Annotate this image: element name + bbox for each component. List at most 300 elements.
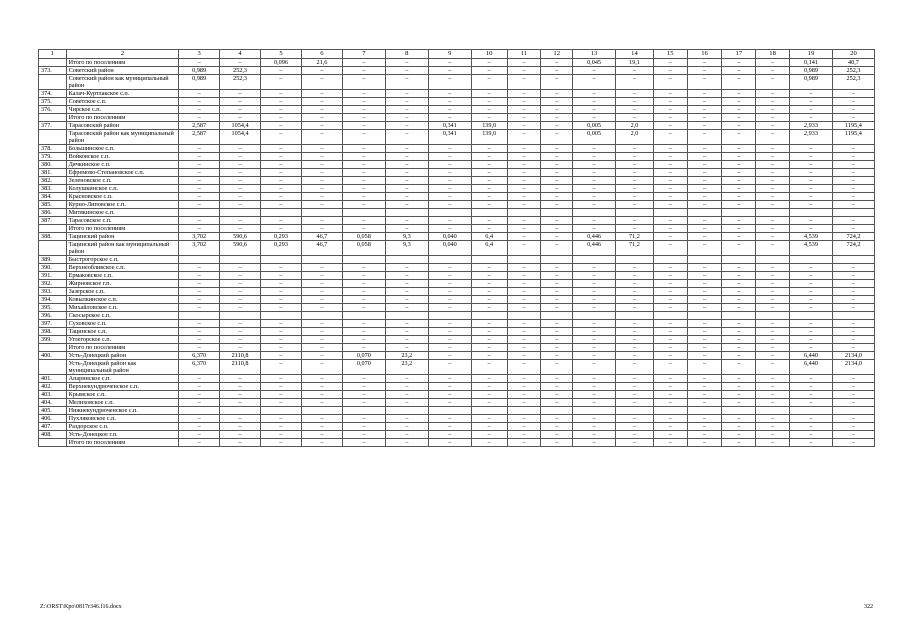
- value-cell: –: [541, 328, 573, 336]
- value-cell: –: [687, 344, 722, 352]
- value-cell: –: [756, 431, 790, 439]
- value-cell: –: [832, 264, 874, 272]
- value-cell: –: [789, 391, 832, 399]
- value-cell: –: [301, 98, 342, 106]
- row-name: Советский район как муниципальный район: [66, 75, 179, 90]
- value-cell: –: [428, 399, 471, 407]
- value-cell: –: [220, 288, 261, 296]
- value-cell: –: [789, 169, 832, 177]
- value-cell: –: [385, 98, 428, 106]
- value-cell: 252,3: [220, 75, 261, 90]
- value-cell: –: [301, 90, 342, 98]
- value-cell: [179, 209, 220, 217]
- value-cell: –: [428, 375, 471, 383]
- header-row: [39, 50, 875, 59]
- value-cell: –: [261, 336, 302, 344]
- value-cell: –: [507, 272, 541, 280]
- row-name: Итого по поселениям: [66, 225, 179, 233]
- value-cell: –: [342, 59, 385, 67]
- value-cell: –: [616, 145, 654, 153]
- header-cell: 16: [687, 50, 722, 59]
- row-number: 392.: [39, 280, 67, 288]
- value-cell: 0,989: [789, 75, 832, 90]
- value-cell: [261, 312, 302, 320]
- value-cell: 0,005: [573, 130, 616, 145]
- value-cell: 21,6: [301, 59, 342, 67]
- value-cell: –: [342, 193, 385, 201]
- value-cell: –: [687, 328, 722, 336]
- value-cell: –: [385, 153, 428, 161]
- value-cell: –: [507, 233, 541, 241]
- value-cell: –: [507, 431, 541, 439]
- value-cell: –: [541, 415, 573, 423]
- value-cell: –: [220, 375, 261, 383]
- value-cell: –: [687, 233, 722, 241]
- value-cell: –: [385, 90, 428, 98]
- value-cell: 6,440: [789, 352, 832, 360]
- value-cell: –: [385, 280, 428, 288]
- value-cell: –: [541, 169, 573, 177]
- header-cell: 11: [507, 50, 541, 59]
- value-cell: –: [261, 145, 302, 153]
- value-cell: –: [687, 161, 722, 169]
- value-cell: 139,0: [471, 122, 507, 130]
- value-cell: –: [541, 161, 573, 169]
- row-number: 397.: [39, 320, 67, 328]
- value-cell: –: [756, 344, 790, 352]
- value-cell: –: [832, 177, 874, 185]
- value-cell: –: [653, 233, 687, 241]
- row-number: 381.: [39, 169, 67, 177]
- value-cell: 4,539: [789, 233, 832, 241]
- value-cell: –: [653, 98, 687, 106]
- value-cell: –: [179, 98, 220, 106]
- value-cell: –: [507, 415, 541, 423]
- value-cell: –: [385, 130, 428, 145]
- row-name: Ефремово-Степановское с.п.: [66, 169, 179, 177]
- value-cell: –: [301, 328, 342, 336]
- header-cell: 3: [179, 50, 220, 59]
- value-cell: –: [179, 185, 220, 193]
- header-cell: 12: [541, 50, 573, 59]
- row-number: [39, 225, 67, 233]
- value-cell: [301, 407, 342, 415]
- table-row: [39, 352, 875, 360]
- value-cell: [385, 209, 428, 217]
- row-name: Быстрогорское с.п.: [66, 256, 179, 264]
- value-cell: –: [832, 145, 874, 153]
- value-cell: –: [687, 241, 722, 256]
- value-cell: –: [756, 145, 790, 153]
- value-cell: –: [179, 391, 220, 399]
- value-cell: –: [179, 336, 220, 344]
- row-number: 375.: [39, 98, 67, 106]
- value-cell: 0,341: [428, 130, 471, 145]
- value-cell: –: [179, 375, 220, 383]
- value-cell: –: [789, 161, 832, 169]
- value-cell: –: [789, 423, 832, 431]
- value-cell: 6,4: [471, 241, 507, 256]
- value-cell: –: [385, 59, 428, 67]
- row-name: Зазерское с.п.: [66, 288, 179, 296]
- value-cell: –: [428, 153, 471, 161]
- value-cell: –: [471, 177, 507, 185]
- value-cell: –: [616, 336, 654, 344]
- value-cell: –: [687, 280, 722, 288]
- value-cell: –: [722, 130, 756, 145]
- value-cell: 2134,0: [832, 352, 874, 360]
- value-cell: –: [301, 145, 342, 153]
- value-cell: –: [653, 122, 687, 130]
- row-number: 405.: [39, 407, 67, 415]
- value-cell: –: [722, 304, 756, 312]
- value-cell: [428, 209, 471, 217]
- value-cell: [507, 209, 541, 217]
- value-cell: –: [541, 320, 573, 328]
- value-cell: –: [653, 391, 687, 399]
- value-cell: –: [832, 225, 874, 233]
- value-cell: –: [179, 320, 220, 328]
- value-cell: –: [756, 106, 790, 114]
- value-cell: 2134,0: [832, 360, 874, 375]
- value-cell: –: [342, 67, 385, 75]
- value-cell: –: [616, 225, 654, 233]
- value-cell: –: [832, 280, 874, 288]
- value-cell: –: [220, 201, 261, 209]
- value-cell: –: [261, 201, 302, 209]
- value-cell: 71,2: [616, 241, 654, 256]
- value-cell: –: [507, 288, 541, 296]
- value-cell: –: [789, 185, 832, 193]
- value-cell: [541, 256, 573, 264]
- row-name: Тацинское с.п.: [66, 328, 179, 336]
- row-name: Усть-Донецкий район как муниципальный район: [66, 360, 179, 375]
- value-cell: –: [179, 106, 220, 114]
- value-cell: –: [261, 264, 302, 272]
- value-cell: –: [261, 288, 302, 296]
- value-cell: –: [385, 399, 428, 407]
- value-cell: [687, 209, 722, 217]
- value-cell: [756, 407, 790, 415]
- header-cell: 7: [342, 50, 385, 59]
- row-name: Ковылкинское с.п.: [66, 296, 179, 304]
- value-cell: –: [573, 391, 616, 399]
- value-cell: –: [471, 280, 507, 288]
- value-cell: –: [653, 296, 687, 304]
- table-row: [39, 225, 875, 233]
- table-row: [39, 304, 875, 312]
- value-cell: –: [687, 114, 722, 122]
- value-cell: –: [789, 439, 832, 447]
- value-cell: –: [573, 280, 616, 288]
- value-cell: –: [301, 344, 342, 352]
- value-cell: –: [616, 169, 654, 177]
- value-cell: –: [507, 161, 541, 169]
- row-number: 376.: [39, 106, 67, 114]
- value-cell: 71,2: [616, 233, 654, 241]
- value-cell: –: [756, 391, 790, 399]
- value-cell: –: [261, 185, 302, 193]
- value-cell: –: [301, 288, 342, 296]
- value-cell: 40,7: [832, 59, 874, 67]
- value-cell: –: [832, 423, 874, 431]
- value-cell: –: [687, 98, 722, 106]
- value-cell: [261, 209, 302, 217]
- value-cell: –: [428, 352, 471, 360]
- row-name: Зеленовское с.п.: [66, 177, 179, 185]
- value-cell: –: [653, 320, 687, 328]
- value-cell: –: [687, 217, 722, 225]
- value-cell: –: [507, 264, 541, 272]
- value-cell: –: [507, 280, 541, 288]
- row-number: 374.: [39, 90, 67, 98]
- value-cell: –: [756, 225, 790, 233]
- value-cell: –: [653, 415, 687, 423]
- value-cell: –: [573, 90, 616, 98]
- value-cell: –: [756, 439, 790, 447]
- value-cell: –: [573, 344, 616, 352]
- table-row: [39, 241, 875, 256]
- value-cell: –: [428, 193, 471, 201]
- value-cell: 0,989: [179, 67, 220, 75]
- value-cell: [573, 407, 616, 415]
- value-cell: –: [687, 439, 722, 447]
- value-cell: –: [789, 280, 832, 288]
- value-cell: 0,096: [261, 59, 302, 67]
- value-cell: –: [385, 328, 428, 336]
- value-cell: –: [722, 391, 756, 399]
- value-cell: –: [428, 98, 471, 106]
- value-cell: –: [385, 264, 428, 272]
- value-cell: –: [573, 169, 616, 177]
- value-cell: –: [653, 304, 687, 312]
- row-name: Верхнекундрюченское с.п.: [66, 383, 179, 391]
- value-cell: –: [385, 201, 428, 209]
- value-cell: –: [385, 145, 428, 153]
- header-cell: 14: [616, 50, 654, 59]
- value-cell: –: [342, 264, 385, 272]
- value-cell: –: [573, 153, 616, 161]
- value-cell: –: [832, 169, 874, 177]
- value-cell: 2110,8: [220, 352, 261, 360]
- value-cell: –: [471, 75, 507, 90]
- header-cell: 15: [653, 50, 687, 59]
- value-cell: –: [342, 145, 385, 153]
- value-cell: –: [428, 336, 471, 344]
- value-cell: –: [342, 272, 385, 280]
- table-row: [39, 161, 875, 169]
- value-cell: –: [179, 177, 220, 185]
- value-cell: –: [756, 328, 790, 336]
- value-cell: –: [653, 439, 687, 447]
- value-cell: 1054,4: [220, 122, 261, 130]
- table-row: [39, 130, 875, 145]
- table-row: [39, 336, 875, 344]
- value-cell: –: [261, 304, 302, 312]
- value-cell: –: [301, 114, 342, 122]
- row-name: Калач-Куртлакское с.п.: [66, 90, 179, 98]
- value-cell: –: [301, 423, 342, 431]
- value-cell: –: [301, 75, 342, 90]
- value-cell: –: [756, 233, 790, 241]
- value-cell: [653, 256, 687, 264]
- value-cell: –: [687, 391, 722, 399]
- value-cell: [428, 312, 471, 320]
- value-cell: –: [179, 169, 220, 177]
- value-cell: –: [573, 399, 616, 407]
- value-cell: –: [220, 439, 261, 447]
- value-cell: –: [722, 296, 756, 304]
- value-cell: –: [653, 59, 687, 67]
- value-cell: –: [261, 90, 302, 98]
- value-cell: –: [220, 185, 261, 193]
- value-cell: –: [756, 336, 790, 344]
- value-cell: –: [616, 391, 654, 399]
- value-cell: [179, 312, 220, 320]
- value-cell: [261, 407, 302, 415]
- value-cell: –: [471, 272, 507, 280]
- value-cell: –: [385, 193, 428, 201]
- value-cell: –: [832, 106, 874, 114]
- value-cell: –: [507, 185, 541, 193]
- value-cell: –: [301, 193, 342, 201]
- value-cell: –: [789, 383, 832, 391]
- value-cell: –: [342, 399, 385, 407]
- value-cell: –: [428, 383, 471, 391]
- value-cell: –: [428, 280, 471, 288]
- value-cell: –: [653, 201, 687, 209]
- value-cell: –: [471, 383, 507, 391]
- row-name: Апаринское с.п.: [66, 375, 179, 383]
- value-cell: [722, 209, 756, 217]
- value-cell: –: [471, 344, 507, 352]
- value-cell: 252,3: [832, 75, 874, 90]
- value-cell: [342, 407, 385, 415]
- value-cell: –: [756, 169, 790, 177]
- value-cell: –: [385, 106, 428, 114]
- value-cell: –: [616, 264, 654, 272]
- value-cell: 2110,8: [220, 360, 261, 375]
- value-cell: –: [507, 439, 541, 447]
- value-cell: –: [616, 296, 654, 304]
- value-cell: –: [789, 399, 832, 407]
- value-cell: –: [342, 185, 385, 193]
- value-cell: –: [722, 264, 756, 272]
- value-cell: –: [385, 217, 428, 225]
- header-cell: 1: [39, 50, 67, 59]
- value-cell: [653, 312, 687, 320]
- table-row: [39, 407, 875, 415]
- row-name: Жирновское г.п.: [66, 280, 179, 288]
- value-cell: 6,4: [471, 233, 507, 241]
- value-cell: –: [342, 122, 385, 130]
- value-cell: –: [471, 288, 507, 296]
- value-cell: –: [471, 296, 507, 304]
- value-cell: 4,539: [789, 241, 832, 256]
- value-cell: –: [687, 431, 722, 439]
- table-row: [39, 439, 875, 447]
- value-cell: –: [722, 59, 756, 67]
- value-cell: –: [832, 153, 874, 161]
- value-cell: [220, 407, 261, 415]
- value-cell: –: [342, 114, 385, 122]
- value-cell: [342, 256, 385, 264]
- value-cell: 252,3: [220, 67, 261, 75]
- value-cell: –: [616, 399, 654, 407]
- row-number: 387.: [39, 217, 67, 225]
- value-cell: –: [261, 67, 302, 75]
- value-cell: –: [428, 114, 471, 122]
- value-cell: 590,6: [220, 233, 261, 241]
- value-cell: –: [722, 328, 756, 336]
- value-cell: –: [541, 360, 573, 375]
- value-cell: –: [507, 375, 541, 383]
- row-name: Углегорское с.п.: [66, 336, 179, 344]
- value-cell: [616, 256, 654, 264]
- value-cell: –: [722, 193, 756, 201]
- value-cell: –: [722, 423, 756, 431]
- value-cell: –: [179, 59, 220, 67]
- row-name: Митякинское с.п.: [66, 209, 179, 217]
- value-cell: –: [541, 130, 573, 145]
- table-row: [39, 67, 875, 75]
- value-cell: –: [541, 439, 573, 447]
- value-cell: –: [385, 185, 428, 193]
- row-name: Усть-Донецкий район: [66, 352, 179, 360]
- value-cell: [301, 209, 342, 217]
- footer-page-number: 322: [864, 604, 873, 610]
- value-cell: [471, 256, 507, 264]
- value-cell: –: [722, 375, 756, 383]
- table-row: [39, 415, 875, 423]
- value-cell: –: [471, 169, 507, 177]
- value-cell: –: [832, 304, 874, 312]
- value-cell: –: [261, 280, 302, 288]
- value-cell: –: [573, 67, 616, 75]
- value-cell: [220, 209, 261, 217]
- value-cell: –: [573, 145, 616, 153]
- value-cell: –: [428, 415, 471, 423]
- value-cell: –: [471, 439, 507, 447]
- value-cell: –: [616, 161, 654, 169]
- value-cell: –: [428, 169, 471, 177]
- value-cell: 1195,4: [832, 122, 874, 130]
- value-cell: [687, 407, 722, 415]
- value-cell: –: [179, 217, 220, 225]
- value-cell: –: [722, 352, 756, 360]
- value-cell: –: [179, 272, 220, 280]
- value-cell: –: [261, 328, 302, 336]
- value-cell: –: [687, 130, 722, 145]
- value-cell: –: [789, 272, 832, 280]
- table-row: [39, 399, 875, 407]
- value-cell: –: [471, 161, 507, 169]
- value-cell: –: [385, 304, 428, 312]
- row-number: 391.: [39, 272, 67, 280]
- value-cell: –: [789, 193, 832, 201]
- value-cell: –: [428, 272, 471, 280]
- value-cell: –: [616, 375, 654, 383]
- value-cell: –: [342, 153, 385, 161]
- row-number: [39, 439, 67, 447]
- value-cell: –: [507, 177, 541, 185]
- value-cell: –: [179, 439, 220, 447]
- value-cell: –: [507, 352, 541, 360]
- value-cell: [179, 256, 220, 264]
- value-cell: –: [541, 280, 573, 288]
- value-cell: [789, 407, 832, 415]
- value-cell: –: [789, 328, 832, 336]
